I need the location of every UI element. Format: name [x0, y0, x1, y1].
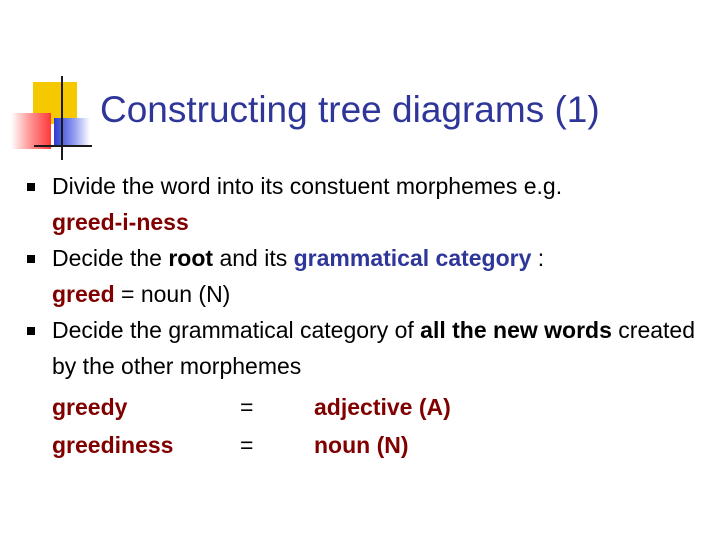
vertical-line-decoration — [61, 76, 63, 160]
bullet-item-divide — [0, 168, 720, 240]
bullet-text: Decide the grammatical category of — [52, 317, 414, 343]
square-bullet-icon — [27, 327, 35, 335]
example-word: greed-i-ness — [52, 209, 189, 235]
bullet-item-category — [0, 312, 720, 384]
bullet-text: and its — [219, 245, 288, 271]
derived-word: greedy — [52, 394, 128, 420]
equals-sign: = — [240, 432, 254, 458]
bullet-text: Divide the word into its constuent morphemes e.g. — [52, 173, 563, 199]
root-term: root — [168, 245, 214, 271]
equivalence-row — [52, 388, 552, 426]
emphasis-text: all the new words — [420, 317, 612, 343]
equivalence-table — [52, 388, 552, 464]
bullet-text: : — [537, 245, 545, 271]
red-square-decoration — [11, 113, 51, 149]
horizontal-line-decoration — [34, 145, 92, 147]
root-word: greed — [52, 281, 115, 307]
slide-title: Constructing tree diagrams (1) — [100, 89, 600, 130]
word-category: noun (N) — [314, 432, 409, 458]
square-bullet-icon — [27, 183, 35, 191]
square-bullet-icon — [27, 255, 35, 263]
bullet-text: Decide the — [52, 245, 162, 271]
derived-word: greediness — [52, 432, 174, 458]
bullet-list — [0, 168, 720, 384]
bullet-item-root — [0, 240, 720, 312]
word-category: adjective (A) — [314, 394, 451, 420]
equals-sign: = — [240, 394, 254, 420]
blue-square-decoration — [54, 118, 90, 146]
equivalence-row — [52, 426, 552, 464]
grammatical-category-term: grammatical category — [293, 245, 532, 271]
root-category: = noun (N) — [121, 281, 231, 307]
root-example-line — [52, 276, 720, 312]
decorative-squares-logo — [0, 0, 110, 170]
bullet-text: created by the other morphemes — [52, 317, 695, 379]
